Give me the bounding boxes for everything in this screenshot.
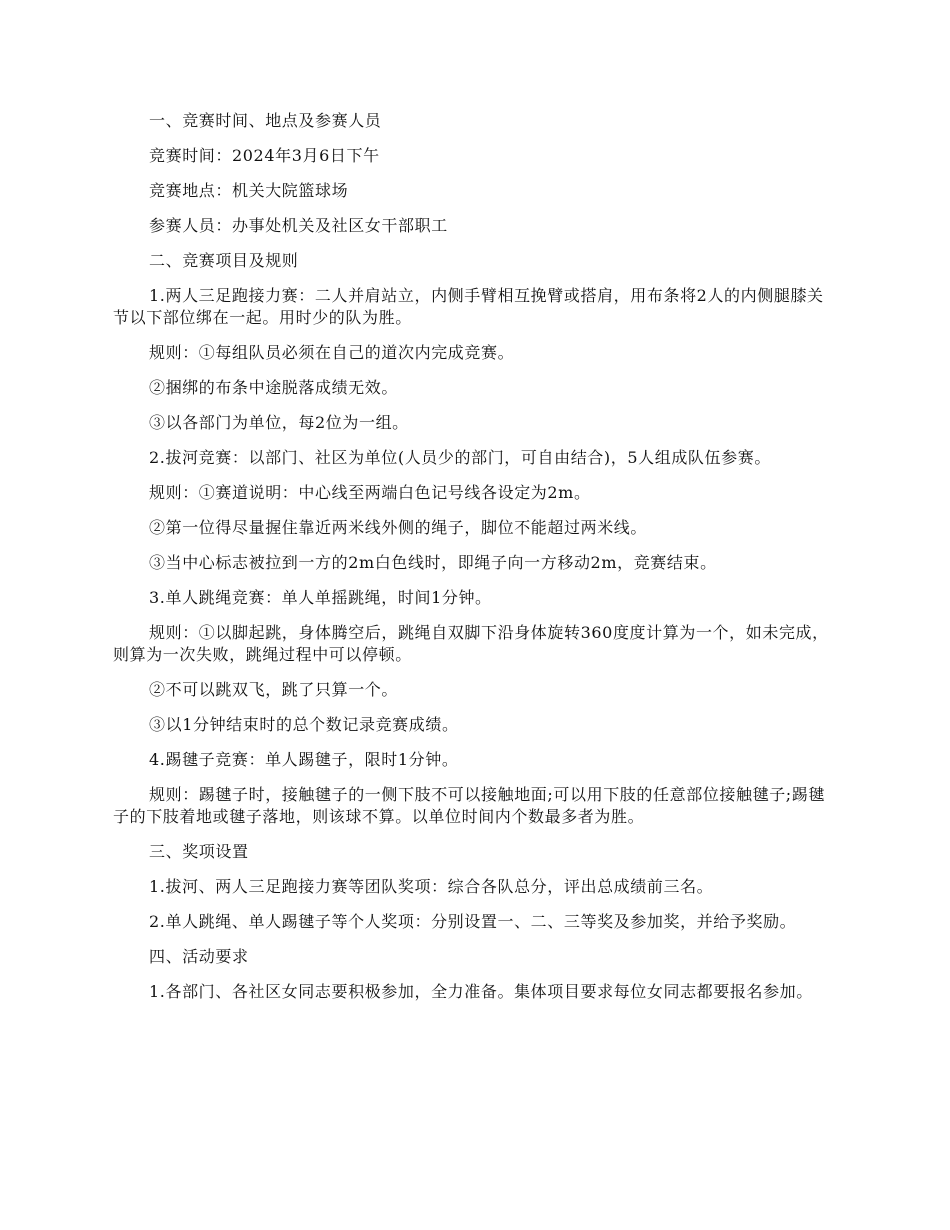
rule-paragraph: ③当中心标志被拉到一方的2m白色线时，即绳子向一方移动2m，竞赛结束。 — [149, 553, 717, 572]
event-tug-of-war: 2.拔河竞赛：以部门、社区为单位(人员少的部门，可自由结合)，5人组成队伍参赛。 — [149, 448, 771, 467]
rule-paragraph: ③以各部门为单位，每2位为一组。 — [149, 413, 409, 432]
rule-paragraph: ②捆绑的布条中途脱落成绩无效。 — [149, 378, 399, 397]
rule-paragraph: 规则：①赛道说明：中心线至两端白色记号线各设定为2m。 — [149, 483, 591, 502]
rule-paragraph: ②第一位得尽量握住靠近两米线外侧的绳子，脚位不能超过两米线。 — [149, 518, 648, 537]
participants: 参赛人员：办事处机关及社区女干部职工 — [149, 216, 448, 235]
section-heading-4: 四、活动要求 — [149, 947, 249, 966]
section-heading-3: 三、奖项设置 — [149, 842, 249, 861]
document-body — [113, 110, 835, 1016]
award-team: 1.拔河、两人三足跑接力赛等团队奖项：综合各队总分，评出总成绩前三名。 — [149, 877, 714, 896]
award-individual: 2.单人跳绳、单人踢毽子等个人奖项：分别设置一、二、三等奖及参加奖，并给予奖励。 — [149, 912, 797, 931]
requirement-paragraph: 1.各部门、各社区女同志要积极参加，全力准备。集体项目要求每位女同志都要报名参加。 — [149, 982, 813, 1001]
event-jump-rope: 3.单人跳绳竞赛：单人单摇跳绳，时间1分钟。 — [149, 588, 492, 607]
section-heading-2: 二、竞赛项目及规则 — [149, 251, 299, 270]
rule-paragraph: 规则：踢毽子时，接触毽子的一侧下肢不可以接触地面;可以用下肢的任意部位接触毽子;踢毽子的下肢着地或毽子落地，则该球不算。以单位时间内个数最多者为胜。 — [113, 785, 825, 826]
competition-location: 竞赛地点：机关大院篮球场 — [149, 181, 349, 200]
rule-paragraph: ②不可以跳双飞，跳了只算一个。 — [149, 680, 399, 699]
competition-time: 竞赛时间：2024年3月6日下午 — [149, 146, 380, 165]
rule-paragraph: 规则：①每组队员必须在自己的道次内完成竞赛。 — [149, 343, 515, 362]
event-shuttlecock-kicking: 4.踢毽子竞赛：单人踢毽子，限时1分钟。 — [149, 750, 459, 769]
event-three-legged-race: 1.两人三足跑接力赛：二人并肩站立，内侧手臂相互挽臂或搭肩，用布条将2人的内侧腿膝关节以下部位绑在一起。用时少的队为胜。 — [113, 286, 824, 327]
section-heading-1: 一、竞赛时间、地点及参赛人员 — [149, 111, 382, 130]
rule-paragraph: ③以1分钟结束时的总个数记录竞赛成绩。 — [149, 715, 459, 734]
rule-paragraph: 规则：①以脚起跳，身体腾空后，跳绳自双脚下沿身体旋转360度度计算为一个，如未完成，则算为一次失败，跳绳过程中可以停顿。 — [113, 623, 829, 664]
